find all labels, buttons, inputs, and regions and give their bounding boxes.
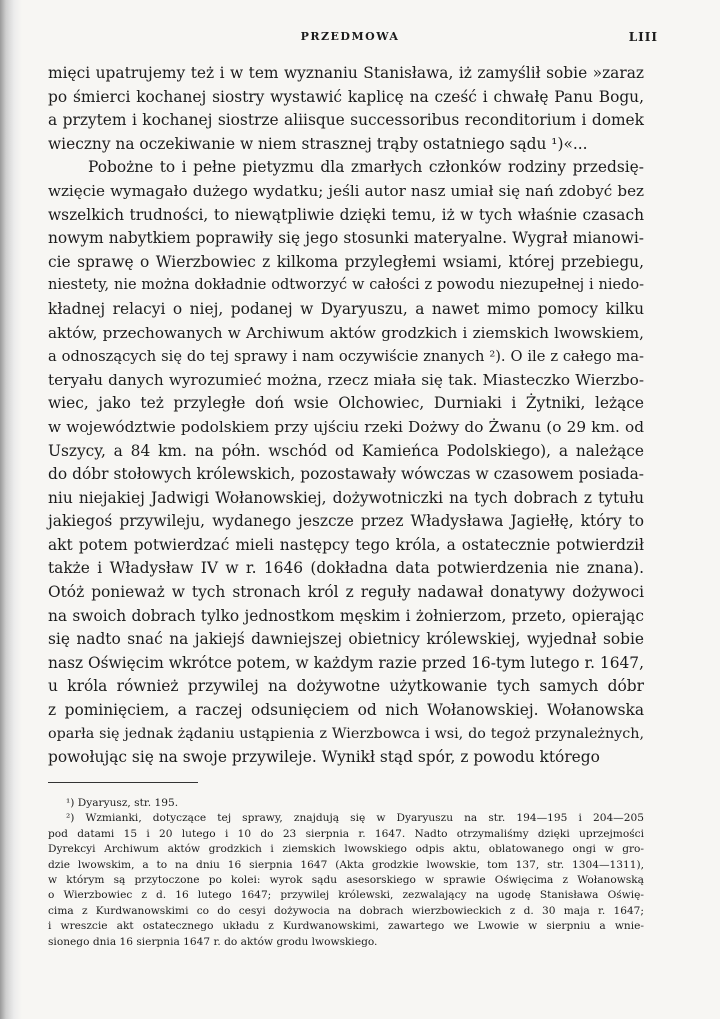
footnote-rule: [48, 782, 198, 783]
text-line: u króla również przywilej na dożywotne użytkowanie tych samych dóbr: [48, 677, 644, 696]
text-line: w województwie podolskiem przy ujściu rzeki Dożwy do Żwanu (o 29 km. od: [48, 417, 644, 436]
text-line: powołując się na swoje przywileje. Wynikł stąd spór, z powodu którego: [48, 748, 600, 767]
text-line: Pobożne to i pełne pietyzmu dla zmarłych członków rodziny przedsię-: [88, 158, 644, 177]
text-line: wszelkich trudności, to niewątpliwie dzięki temu, iż w tych właśnie czasach: [48, 205, 644, 224]
text-line: z pominięciem, a raczej odsunięciem od nich Wołanowskiej. Wołanowska: [48, 701, 644, 720]
text-line: teryału danych wyrozumieć można, rzecz miała się tak. Miasteczko Wierzbo-: [48, 370, 644, 389]
footnote-2-line: ²) Wzmianki, dotyczące tej sprawy, znajdują się w Dyaryuszu na str. 194—195 i 204—205: [66, 812, 644, 825]
text-line: niu niejakiej Jadwigi Wołanowskiej, dożywotniczki na tych dobrach z tytułu: [48, 488, 644, 507]
footnote-2-line: pod datami 15 i 20 lutego i 10 do 23 sierpnia r. 1647. Nadto otrzymaliśmy dzięki uprzejmości: [48, 827, 644, 840]
text-line: nasz Oświęcim wkrótce potem, w każdym razie przed 16-tym lutego r. 1647,: [48, 653, 644, 672]
footnote-2-line: sionego dnia 16 sierpnia 1647 r. do aktów grodu lwowskiego.: [48, 935, 378, 948]
footnote-2-line: w którym są przytoczone po kolei: wyrok sądu asesorskiego w sprawie Oświęcima z Wołanowską: [48, 874, 644, 887]
body-text: [48, 62, 644, 770]
text-line: jakiegoś przywileju, wydanego jeszcze przez Władysława Jagiełłę, który to: [48, 512, 644, 531]
paragraph-2: [48, 156, 644, 769]
text-line: wieczny na oczekiwanie w niem strasznej trąby ostatniego sądu ¹)«...: [48, 134, 588, 153]
footnote-2-line: cima z Kurdwanowskimi co do cesyi dożywocia na dobrach wierzbowieckich z d. 30 maja r. 1647;: [48, 904, 644, 917]
text-line: aktów, przechowanych w Archiwum aktów grodzkich i ziemskich lwowskiem,: [48, 323, 644, 342]
text-line: Uszycy, a 84 km. na półn. wschód od Kamieńca Podolskiego), a należące: [48, 441, 644, 460]
text-line: cie sprawę o Wierzbowiec z kilkoma przyległemi wsiami, której przebiegu,: [48, 252, 644, 271]
text-line: oparła się jednak żądaniu ustąpienia z Wierzbowca i wsi, do tegoż przynależnych,: [48, 725, 644, 742]
text-line: akt potem potwierdzać mieli następcy tego króla, a ostatecznie potwierdził: [48, 535, 644, 554]
text-line: wzięcie wymagało dużego wydatku; jeśli autor nasz umiał się nań zdobyć bez: [48, 181, 644, 200]
footnote-2-line: i wreszcie akt ostatecznego układu z Kurdwanowskimi, zawartego we Lwowie w sierpniu a wnie-: [48, 920, 644, 933]
page-number: LIII: [628, 30, 658, 44]
text-line: po śmierci kochanej siostry wystawić kaplicę na cześć i chwałę Panu Bogu,: [48, 87, 644, 106]
text-line: mięci upatrujemy też i w tem wyznaniu Stanisława, iż zamyślił sobie »zaraz: [48, 64, 644, 82]
text-line: także i Władysław IV w r. 1646 (dokładna data potwierdzenia nie znana).: [48, 559, 644, 578]
footnotes: [48, 796, 644, 950]
text-line: kładnej relacyi o niej, podanej w Dyaryuszu, a nawet mimo pomocy kilku: [48, 299, 644, 318]
paragraph-1: [48, 62, 644, 156]
text-line: nowym nabytkiem poprawiły się jego stosunki materyalne. Wygrał mianowi-: [48, 229, 644, 248]
text-line: wiec, jako też przyległe doń wsie Olchowiec, Durniaki i Żytniki, leżące: [48, 394, 644, 413]
text-line: Otóż ponieważ w tych stronach król z reguły nadawał donatywy dożywoci: [48, 583, 644, 602]
text-line: a przytem i kochanej siostrze aliisque successoribus reconditorium i domek: [48, 111, 644, 130]
text-line: a odnoszących się do tej sprawy i nam oczywiście znanych ²). O ile z całego ma-: [48, 348, 644, 366]
text-line: niestety, nie można dokładnie odtworzyć w całości z powodu niezupełnej i niedo-: [48, 277, 644, 294]
text-line: na swoich dobrach tylko jednostkom męskim i żołnierzom, przeto, opierając: [48, 606, 644, 625]
text-line: się nadto snać na jakiejś dawniejszej obietnicy królewskiej, wyjednał sobie: [48, 630, 644, 649]
running-head: PRZEDMOWA: [300, 30, 400, 43]
page-spine-shadow: [0, 0, 22, 1019]
footnote-2-line: dzie lwowskim, a to na dniu 16 sierpnia 1647 (Akta grodzkie lwowskie, tom 137, str. 1304—1311),: [48, 858, 644, 871]
footnote-2-line: Dyrekcyi Archiwum aktów grodzkich i ziemskich lwowskiego odpis aktu, oblatowanego ongi w gro-: [48, 843, 644, 856]
footnote-1: ¹) Dyaryusz, str. 195.: [66, 797, 179, 809]
text-line: do dóbr stołowych królewskich, pozostawały wówczas w czasowem posiada-: [48, 465, 644, 484]
page-header: [48, 26, 658, 48]
footnote-2-line: o Wierzbowiec z d. 16 lutego 1647; przywilej królewski, zezwalający na ugodę Stanisława Oświę-: [48, 889, 644, 902]
